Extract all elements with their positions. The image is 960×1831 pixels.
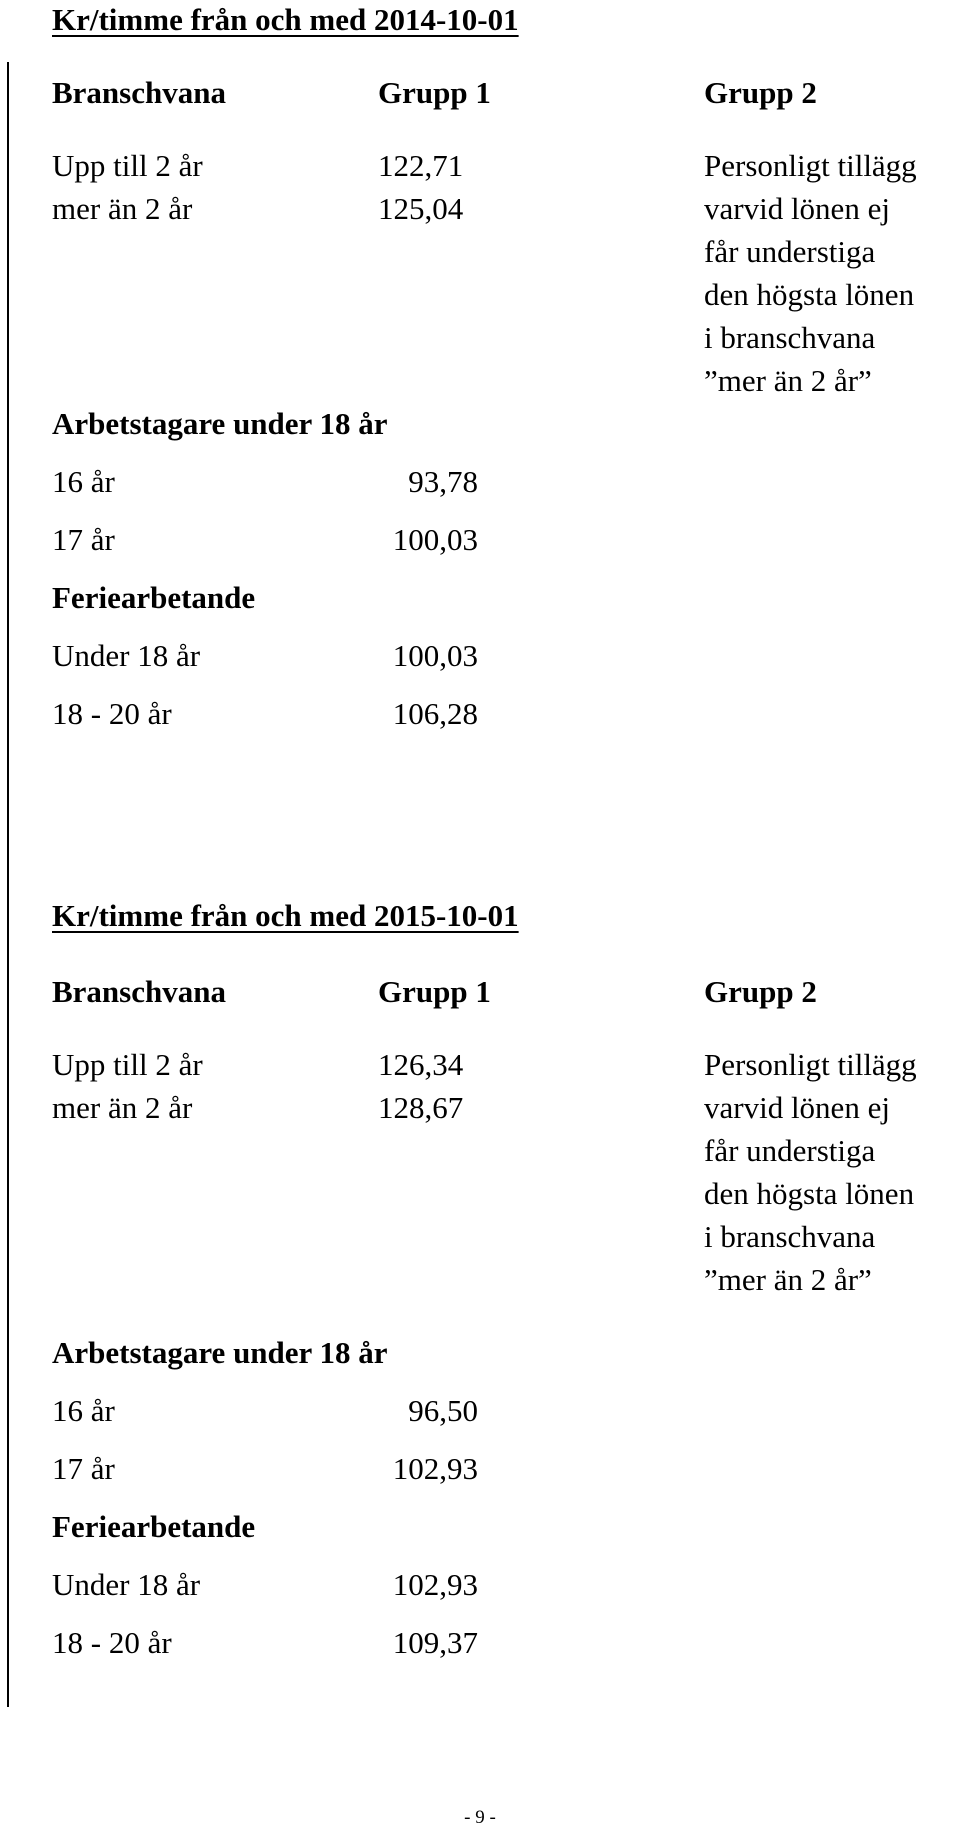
row-value: 126,34	[378, 1047, 464, 1082]
group2-note-line: får understiga	[704, 234, 876, 269]
header-branschvana: Branschvana	[52, 75, 226, 110]
feriearbetande-heading: Feriearbetande	[52, 580, 256, 615]
row-label: mer än 2 år	[52, 1090, 193, 1125]
row-value: 128,67	[378, 1090, 464, 1125]
row-value: 96,50	[408, 1393, 478, 1428]
header-grupp-2: Grupp 2	[704, 974, 817, 1009]
group2-note-line: i branschvana	[704, 1219, 876, 1254]
row-label: 18 - 20 år	[52, 696, 172, 731]
header-grupp-1: Grupp 1	[378, 75, 491, 110]
row-label: Upp till 2 år	[52, 1047, 203, 1082]
page-number: - 9 -	[464, 1807, 496, 1828]
group2-note-line: ”mer än 2 år”	[704, 1262, 872, 1297]
header-grupp-1: Grupp 1	[378, 974, 491, 1009]
row-label: 17 år	[52, 522, 115, 557]
row-value: 100,03	[392, 522, 478, 557]
under18-heading: Arbetstagare under 18 år	[52, 1335, 388, 1370]
margin-change-bar	[7, 62, 9, 1707]
row-value: 106,28	[392, 696, 478, 731]
under18-heading: Arbetstagare under 18 år	[52, 406, 388, 441]
row-value: 125,04	[378, 191, 464, 226]
group2-note-line: ”mer än 2 år”	[704, 363, 872, 398]
group2-note-line: den högsta lönen	[704, 1176, 915, 1211]
group2-note-line: får understiga	[704, 1133, 876, 1168]
group2-note-line: Personligt tillägg	[704, 1047, 917, 1082]
row-value: 93,78	[408, 464, 478, 499]
header-branschvana: Branschvana	[52, 974, 226, 1009]
group2-note-line: varvid lönen ej	[704, 1090, 890, 1125]
row-label: 17 år	[52, 1451, 115, 1486]
row-label: 18 - 20 år	[52, 1625, 172, 1660]
section-title: Kr/timme från och med 2014-10-01	[52, 2, 519, 37]
row-label: Upp till 2 år	[52, 148, 203, 183]
row-value: 102,93	[392, 1451, 478, 1486]
group2-note-line: den högsta lönen	[704, 277, 915, 312]
row-label: 16 år	[52, 1393, 115, 1428]
row-label: Under 18 år	[52, 638, 201, 673]
row-value: 102,93	[392, 1567, 478, 1602]
group2-note-line: Personligt tillägg	[704, 148, 917, 183]
group2-note-line: varvid lönen ej	[704, 191, 890, 226]
row-value: 100,03	[392, 638, 478, 673]
row-label: Under 18 år	[52, 1567, 201, 1602]
section-title: Kr/timme från och med 2015-10-01	[52, 898, 519, 933]
row-value: 122,71	[378, 148, 464, 183]
group2-note-line: i branschvana	[704, 320, 876, 355]
feriearbetande-heading: Feriearbetande	[52, 1509, 256, 1544]
row-label: 16 år	[52, 464, 115, 499]
row-label: mer än 2 år	[52, 191, 193, 226]
row-value: 109,37	[392, 1625, 478, 1660]
header-grupp-2: Grupp 2	[704, 75, 817, 110]
